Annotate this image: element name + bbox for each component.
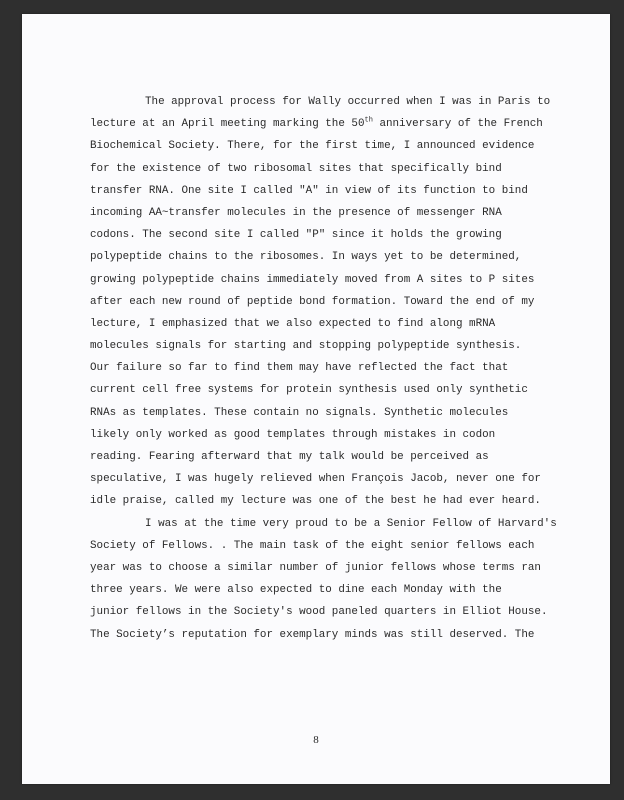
text-line: Biochemical Society. There, for the first time, I announced evidence (90, 140, 535, 153)
text-line: junior fellows in the Society's wood paneled quarters in Elliot House. (90, 606, 548, 619)
text-line: The approval process for Wally occurred when I was in Paris to (145, 96, 551, 108)
body-text (90, 91, 560, 646)
text-line: lecture, I emphasized that we also expected to find along mRNA (90, 317, 496, 330)
text-line: reading. Fearing afterward that my talk would be perceived as (90, 451, 489, 463)
text-line: three years. We were also expected to dine each Monday with the (90, 584, 502, 597)
text-line: incoming AA~transfer molecules in the presence of messenger RNA (90, 206, 502, 219)
text-line: idle praise, called my lecture was one of the best he had ever heard. (90, 495, 541, 508)
text-line: molecules signals for starting and stopping polypeptide synthesis. (90, 340, 522, 353)
text-line: after each new round of peptide bond formation. Toward the end of my (90, 295, 535, 308)
text-line: lecture at an April meeting marking the 50th anniversary of the French (90, 116, 543, 131)
text-line: RNAs as templates. These contain no signals. Synthetic molecules (90, 406, 509, 419)
document-page (22, 14, 610, 784)
text-line: current cell free systems for protein synthesis used only synthetic (90, 384, 528, 397)
text-line: polypeptide chains to the ribosomes. In ways yet to be determined, (90, 251, 522, 264)
page-number: 8 (313, 734, 319, 746)
text-line: for the existence of two ribosomal sites that specifically bind (90, 162, 502, 175)
superscript: th (364, 116, 373, 125)
text-line: likely only worked as good templates through mistakes in codon (90, 428, 496, 441)
text-line: growing polypeptide chains immediately moved from A sites to P sites (90, 273, 535, 286)
text-line: codons. The second site I called "P" since it holds the growing (90, 229, 502, 242)
text-line: Our failure so far to find them may have reflected the fact that (90, 362, 509, 375)
text-line: transfer RNA. One site I called "A" in view of its function to bind (90, 184, 528, 197)
text-line: Society of Fellows. . The main task of the eight senior fellows each (90, 539, 535, 552)
text-line: speculative, I was hugely relieved when François Jacob, never one for (90, 473, 541, 486)
text-line: The Society’s reputation for exemplary minds was still deserved. The (90, 628, 535, 641)
text-line: year was to choose a similar number of junior fellows whose terms ran (90, 561, 541, 574)
text-line: I was at the time very proud to be a Senior Fellow of Harvard's (145, 517, 557, 530)
